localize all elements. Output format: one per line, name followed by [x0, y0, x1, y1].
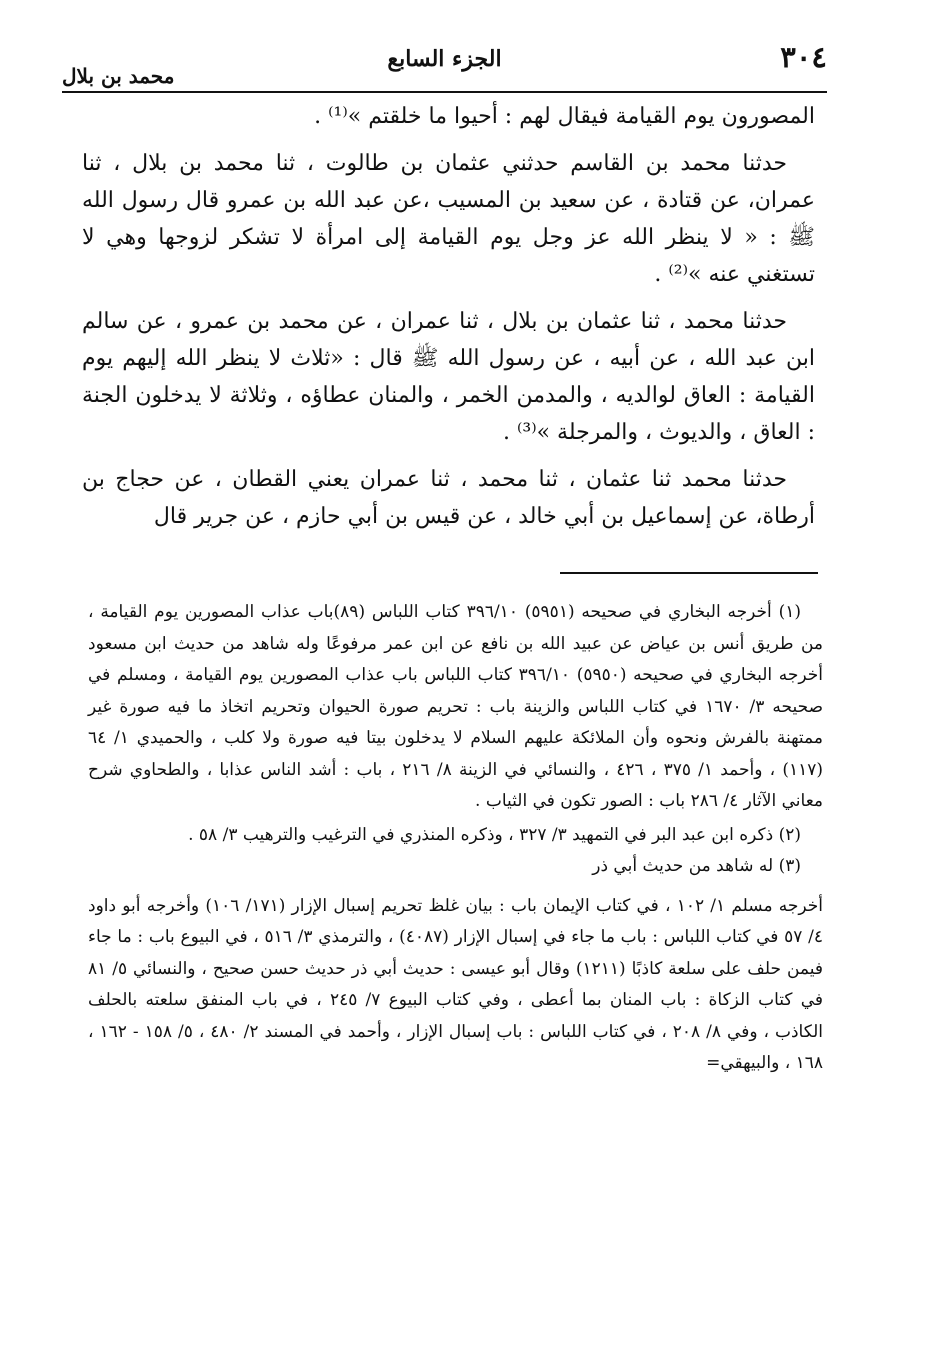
footnote-3: (٣) له شاهد من حديث أبي ذر: [592, 856, 801, 876]
footnotes: [88, 597, 823, 1080]
footnote-rule: [560, 572, 818, 574]
page-number: ٣٠٤: [780, 40, 827, 74]
page-header: [62, 40, 827, 94]
paragraph-hadith-2: حدثنا محمد ، ثنا عثمان بن بلال ، ثنا عمران ، عن محمد بن عمرو ، عن سالم ابن عبد الله ، عن أبيه ، عن رسول الله ﷺ قال : «ثلاث لا ينظر الله إليهم يوم القيامة : العاق لوالديه ، والمدمن الخمر ، والمنان عطاؤه ، وثلاثة لا يدخلون الجنة : العاق ، والديوث ، والمرجلة »⁽³⁾ .: [82, 309, 815, 445]
volume-title: الجزء السابع: [387, 46, 502, 72]
footnote-1: (١) أخرجه البخاري في صحيحه (٥٩٥١) ٣٩٦/١٠ كتاب اللباس (٨٩)باب عذاب المصورين يوم القيامة ، من طريق أنس بن عياض عن عبيد الله بن نافع عن ابن عمر مرفوعًا وله شاهد من حديث ابن مسعود أخرجه البخاري في صحيحه (٥٩٥٠) ٣٩٦/١٠ كتاب اللباس باب عذاب المصورين يوم القيامة ، ومسلم في صحيحه ٣/ ١٦٧٠ في كتاب اللباس والزينة باب : تحريم صورة الحيوان وتحريم اتخاذ ما فيه صورة غير ممتهنة بالفرش ونحوه وأن الملائكة عليهم السلام لا يدخلون بيتا فيه صورة ولا كلب ، والحميدي ١/ ٦٤ (١١٧) ، وأحمد ١/ ٣٧٥ ، ٤٢٦ ، والنسائي في الزينة ٨/ ٢١٦ ، باب : أشد الناس عذابا ، والطحاوي شرح معاني الآثار ٤/ ٢٨٦ باب : الصور تكون في الثياب .: [88, 602, 823, 811]
paragraph-hadith-3: حدثنا محمد ثنا عثمان ، ثنا محمد ، ثنا عمران يعني القطان ، عن حجاج بن أرطاة، عن إسماعيل بن أبي خالد ، عن قيس بن أبي حازم ، عن جرير قال: [82, 467, 815, 529]
main-text: [82, 98, 815, 535]
paragraph-continuation: المصورون يوم القيامة فيقال لهم : أحيوا ما خلقتم »⁽¹⁾ .: [314, 104, 815, 129]
footnote-3-continuation: أخرجه مسلم ١/ ١٠٢ ، في كتاب الإيمان باب : بيان غلظ تحريم إسبال الإزار (١٧١/ ١٠٦) وأخرجه أبو داود ٤/ ٥٧ في كتاب اللباس : باب ما جاء في إسبال الإزار (٤٠٨٧) ، والترمذي ٣/ ٥١٦ ، في البيوع باب : ما جاء فيمن حلف على سلعة كاذبًا (١٢١١) وقال أبو عيسى : حديث أبي ذر حديث حسن صحيح ، والنسائي ٥/ ٨١ في كتاب الزكاة : باب المنان بما أعطى ، وفي كتاب البيوع ٧/ ٢٤٥ ، في باب المنفق سلعته بالحلف الكاذب ، وفي ٨/ ٢٠٨ ، في كتاب اللباس : باب إسبال الإزار ، وأحمد في المسند ٢/ ٤٨٠ ، ٥/ ١٥٨ - ١٦٢ ، ١٦٨ ، والبيهقي=: [88, 895, 824, 1073]
header-rule: [62, 91, 827, 93]
running-head: محمد بن بلال: [62, 64, 175, 88]
paragraph-hadith-1: حدثنا محمد بن القاسم حدثني عثمان بن طالوت ، ثنا محمد بن بلال ، ثنا عمران، عن قتادة ، عن سعيد بن المسيب ،عن عبد الله بن عمرو قال رسول الله ﷺ : « لا ينظر الله عز وجل يوم القيامة إلى امرأة لا تشكر لزوجها وهي لا تستغني عنه »⁽²⁾ .: [82, 151, 815, 287]
footnote-2: (٢) ذكره ابن عبد البر في التمهيد ٣/ ٣٢٧ ، وذكره المنذري في الترغيب والترهيب ٣/ ٥٨ .: [188, 824, 801, 845]
